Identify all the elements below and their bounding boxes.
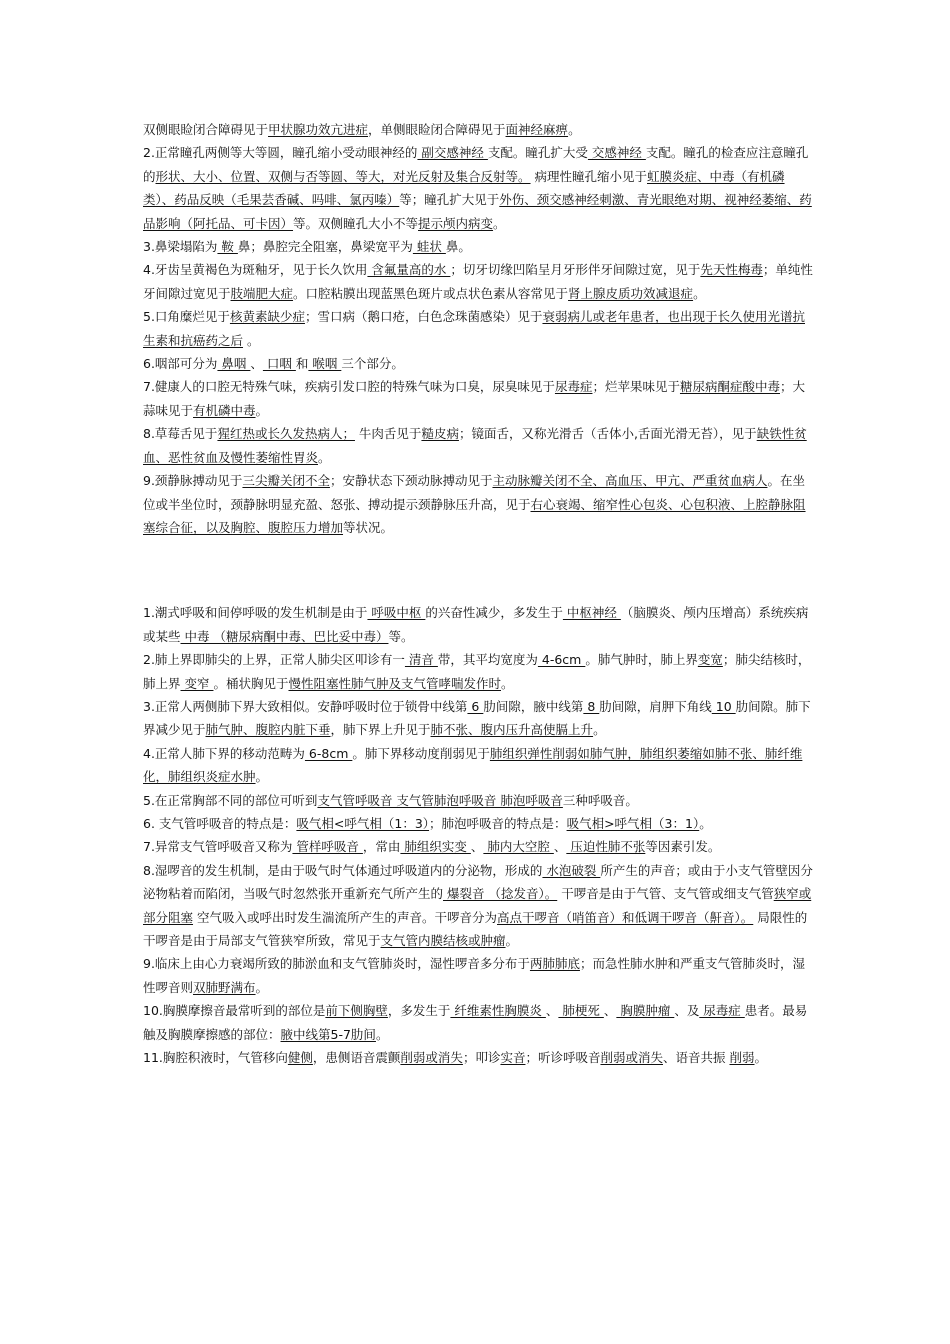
question-text: 。在坐位或半坐位时，颈静脉明显充盈、怒张、搏动提示颈静脉压升高，见于 (143, 473, 805, 512)
question-text: 等状况。 (343, 519, 394, 535)
answer-blank: 右心衰竭、缩窄性心包炎、心包积液、上腔静脉阻塞综合征，以及胸腔、腹腔压力增加 (143, 496, 806, 535)
question-text: 鼻。 (445, 239, 471, 255)
question-text: ，常由 (362, 839, 401, 855)
question-text: 。 (754, 1050, 768, 1066)
question-text: ，患侧语音震颤 (312, 1050, 401, 1066)
document-page (143, 118, 815, 1069)
answer-blank: 10 (711, 698, 736, 714)
answer-blank: 双肺野满布 (193, 979, 256, 995)
question-text: 7.异常支气管呼吸音又称为 (143, 839, 293, 855)
answer-blank: 核黄素缺少症 (229, 309, 305, 325)
answer-blank: 有机磷中毒 (193, 402, 256, 418)
question-text: 6. 支气管呼吸音的特点是： (143, 815, 297, 831)
question-text: 2.肺上界即肺尖的上界，正常人肺尖区叩诊有一 (143, 652, 405, 668)
question-text: 5.在正常胸部不同的部位可听到 (143, 792, 318, 808)
answer-blank: 支气管呼吸音 支气管肺泡呼吸音 肺泡呼吸音 (317, 792, 563, 808)
answer-blank: 8 (583, 698, 600, 714)
question-text: 。 (255, 979, 269, 995)
answer-blank: 慢性阻塞性肺气肿及支气管哮喘发作时 (288, 675, 501, 691)
question-text: ；大蒜味见于 (143, 379, 805, 418)
sec1-paragraph-9 (143, 469, 815, 539)
answer-blank: 管样呼吸音 (292, 839, 363, 855)
sec2-paragraph-1 (143, 601, 815, 648)
answer-blank: 肾上腺皮质功效减退症 (568, 285, 694, 301)
question-text: 8.湿啰音的发生机制，是由于吸气时气体通过呼吸道内的分泌物，形成的 (143, 862, 543, 878)
question-text: 3.鼻梁塌陷为 (143, 239, 218, 255)
question-text: 支配。瞳孔的检查应注意瞳孔的 (143, 145, 809, 184)
question-text: 3.正常人两侧肺下界大致相似。安静呼吸时位于锁骨中线第 (143, 698, 468, 714)
answer-blank: 变窄 (180, 675, 214, 691)
answer-blank: 前下侧胸壁 (325, 1003, 388, 1019)
answer-blank: 爆裂音 （捻发音）。 (443, 886, 558, 902)
answer-blank: 两肺肺底 (529, 956, 580, 972)
question-text: 7.健康人的口腔无特殊气味，疾病引发口腔的特殊气味为口臭，尿臭味见于 (143, 379, 555, 395)
answer-blank: 水泡破裂 (542, 862, 601, 878)
answer-blank: 肺不张、腹内压升高使膈上升 (430, 722, 594, 738)
sec2-paragraph-2 (143, 648, 815, 695)
answer-blank: 虹膜炎症、中毒（有机磷类）、药品反映（毛果芸香碱、吗啡、氯丙嗪） (143, 168, 785, 208)
answer-blank: 肺组织弹性削弱如肺气肿，肺组织萎缩如肺不张、肺纤维化，肺组织炎症水肿 (143, 745, 803, 785)
answer-blank: 糖尿病酮症酸中毒 (679, 379, 780, 395)
answer-blank: 削弱或消失 (600, 1050, 663, 1066)
sec1-paragraph-4 (143, 258, 815, 305)
answer-blank: 外伤、颈交感神经刺激、青光眼绝对期、视神经萎缩、药品影响（阿托品、可卡因） (143, 192, 812, 231)
answer-blank: 衰弱病儿或老年患者，也出现于长久使用光谱抗生素和抗癌药之后 (143, 309, 805, 348)
answer-blank: 交感神经 (587, 145, 646, 161)
answer-blank: 肺气肿、腹腔内脏下垂 (205, 722, 331, 738)
answer-blank: 缺铁性贫血、恶性贫血及慢性萎缩性胃炎 (143, 426, 807, 465)
sec1-paragraph-6 (143, 352, 815, 375)
question-text: 。 (255, 769, 269, 785)
question-text: 、 (603, 1003, 617, 1019)
question-text: 患者。最易触及胸膜摩擦感的部位： (143, 1003, 808, 1042)
answer-blank: 肺组织实变 (400, 839, 471, 855)
question-text: 。桶状胸见于 (213, 675, 289, 691)
question-text: ；单纯性牙间隙过宽见于 (143, 262, 813, 301)
question-text: 干啰音是由于气管、支气管或细支气管 (557, 886, 774, 902)
answer-blank: 胸膜肿瘤 (616, 1003, 675, 1019)
sec2-paragraph-10 (143, 999, 815, 1046)
answer-blank: 高点干啰音（哨笛音）和低调干啰音（鼾音）。 (497, 909, 754, 925)
question-text: ；雪口病（鹅口疮，白色念珠菌感染）见于 (304, 309, 543, 325)
question-text: 。 (318, 449, 331, 465)
answer-blank: 变宽 (697, 652, 723, 668)
sec1-paragraph-2 (143, 141, 815, 235)
question-text: 肋间隙，腋中线第 (483, 698, 584, 714)
question-text: 。 (255, 402, 269, 418)
sec1-paragraph-7 (143, 375, 815, 422)
answer-blank: 猩红热或长久发热病人； (217, 426, 355, 442)
question-text: 2.正常瞳孔两侧等大等圆，瞳孔缩小受动眼神经的 (143, 145, 418, 161)
answer-blank: 肢端肥大症 (230, 285, 294, 301)
answer-blank: 削弱或消失 (400, 1050, 463, 1066)
question-text: 。 (375, 1026, 389, 1042)
answer-blank: 蛙状 (412, 239, 446, 255)
question-text: 等。 (388, 628, 414, 644)
question-text: 支配。瞳孔扩大受 (487, 145, 588, 161)
question-text: 鼻；鼻腔完全阻塞，鼻梁宽平为 (237, 239, 413, 255)
question-text: 11.胸腔积液时，气管移向 (143, 1050, 288, 1066)
section-head-neck-exam (143, 118, 815, 539)
answer-blank: 中毒 （糖尿病酮中毒、巴比妥中毒） (180, 628, 389, 644)
answer-blank: 削弱 (729, 1050, 755, 1066)
question-text: 。 (593, 722, 606, 738)
question-text: ，单侧眼睑闭合障碍见于 (368, 122, 506, 137)
question-text: 肋间隙，肩胛下角线 (599, 698, 712, 714)
question-text: 等因素引发。 (645, 839, 721, 855)
answer-blank: 狭窄或部分阻塞 (143, 886, 812, 925)
answer-blank: 6 (467, 698, 484, 714)
question-text: ；叩诊 (462, 1050, 501, 1066)
question-text: 肋间隙。肺下界减少见于 (143, 698, 811, 738)
answer-blank: 尿毒症 (554, 379, 593, 395)
question-text: ；肺尖结核时，肺上界 (143, 652, 811, 691)
answer-blank: 腋中线第5-7肋间 (280, 1026, 376, 1042)
answer-blank: 糙皮病 (421, 426, 459, 442)
question-text: 。 (568, 122, 581, 137)
question-text: 、语音共振 (663, 1050, 730, 1066)
answer-blank: 清音 (404, 652, 438, 668)
question-text: 空气吸入或呼出时发生湍流所产生的声音。干啰音分为 (193, 909, 497, 925)
question-text: ；而急性肺水肿和严重支气管肺炎时，湿性啰音则 (143, 956, 805, 995)
question-text: 等；瞳孔扩大见于 (399, 192, 500, 208)
section-gap (143, 539, 815, 601)
question-text: ；听诊呼吸音 (525, 1050, 601, 1066)
sec1-paragraph-5 (143, 305, 815, 352)
sec1-paragraph-3 (143, 235, 815, 258)
question-text: 等。双侧瞳孔大小不等 (293, 215, 419, 231)
sec2-paragraph-3 (143, 695, 815, 742)
question-text: 病理性瞳孔缩小见于 (530, 168, 648, 184)
answer-blank: 甲状腺功效亢进症 (268, 122, 369, 137)
question-text: 、 (545, 1003, 559, 1019)
question-text: 10.胸膜摩擦音最常听到的部位是 (143, 1003, 326, 1019)
question-text: ；镜面舌，又称光滑舌（舌体小,舌面光滑无苔），见于 (458, 426, 757, 442)
answer-blank: 4-6cm (537, 652, 586, 668)
section-lung-exam (143, 601, 815, 1069)
answer-blank: 支气管内膜结核或肿瘤 (380, 933, 506, 948)
answer-blank: 鞍 (217, 239, 238, 255)
sec1-paragraph-8 (143, 422, 815, 469)
answer-blank: 口咽 (262, 356, 296, 372)
question-text: 和 (295, 356, 309, 372)
question-text: 4.正常人肺下界的移动范畴为 (143, 745, 305, 761)
question-text: 。 (501, 675, 514, 691)
question-text: 。肺下界移动度削弱见于 (352, 745, 490, 761)
answer-blank: 主动脉瓣关闭不全、高血压、甲亢、严重贫血病人 (492, 473, 768, 489)
answer-blank: 先天性梅毒 (700, 262, 763, 278)
question-text: 、 (553, 839, 567, 855)
answer-blank: 尿毒症 (699, 1003, 745, 1019)
question-text: 带，其平均宽度为 (437, 652, 538, 668)
answer-blank: 吸气相<呼气相（1：3） (296, 815, 430, 831)
question-text: 8.草莓舌见于 (143, 426, 218, 442)
question-text: 。 (243, 332, 260, 348)
question-text: 4.牙齿呈黄褐色为斑釉牙，见于长久饮用 (143, 262, 368, 278)
sec2-paragraph-7 (143, 835, 815, 858)
question-text: 1.潮式呼吸和间停呼吸的发生机制是由于 (143, 605, 368, 621)
question-text: （脑膜炎、颅内压增高）系统疾病或某些 (143, 605, 809, 644)
question-text: 。口腔粘膜出现蓝黑色斑片或点状色素从容常见于 (293, 285, 569, 301)
question-text: 、及 (674, 1003, 700, 1019)
question-text: 5.口角糜烂见于 (143, 309, 230, 325)
question-text: 三个部分。 (341, 356, 404, 372)
question-text: ，多发生于 (387, 1003, 451, 1019)
question-text: ；烂苹果味见于 (592, 379, 680, 395)
answer-blank: 形状、大小、位置、双侧与否等圆、等大，对光反射及集合反射等。 (155, 168, 531, 184)
answer-blank: 纤维素性胸膜炎 (450, 1003, 546, 1019)
question-text: ，肺下界上升见于 (330, 722, 431, 738)
question-text: 的兴奋性减少，多发生于 (425, 605, 563, 621)
question-text: ；肺泡呼吸音的特点是： (429, 815, 567, 831)
sec2-paragraph-5 (143, 789, 815, 812)
sec1-paragraph-1 (143, 118, 815, 141)
question-text: 双侧眼睑闭合障碍见于 (143, 122, 269, 137)
question-text: 局限性的干啰音是由于局部支气管狭窄所致，常见于 (143, 909, 808, 948)
question-text: 9.颈静脉搏动见于 (143, 473, 243, 489)
sec2-paragraph-8 (143, 859, 815, 953)
question-text: 。肺气肿时，肺上界 (585, 652, 698, 668)
question-text: 、 (470, 839, 484, 855)
sec2-paragraph-11 (143, 1046, 815, 1069)
answer-blank: 吸气相>呼气相（3：1） (566, 815, 700, 831)
answer-blank: 中枢神经 (562, 605, 621, 621)
question-text: 。 (699, 815, 712, 831)
answer-blank: 提示颅内病变 (418, 215, 494, 231)
answer-blank: 副交感神经 (417, 145, 488, 161)
answer-blank: 面神经麻痹 (505, 122, 569, 137)
answer-blank: 肺内大空腔 (483, 839, 554, 855)
answer-blank: 呼吸中枢 (367, 605, 426, 621)
question-text: 所产生的声音；或由于小支气管壁因分泌物粘着而陷闭，当吸气时忽然张开重新充气所产生的 (143, 862, 813, 902)
sec2-paragraph-9 (143, 952, 815, 999)
question-text: 、 (250, 356, 263, 372)
answer-blank: 肺梗死 (558, 1003, 604, 1019)
question-text: 。 (505, 933, 519, 948)
answer-blank: 喉咽 (308, 356, 342, 372)
answer-blank: 鼻咽 (217, 356, 251, 372)
question-text: 。 (693, 285, 706, 301)
sec2-paragraph-4 (143, 742, 815, 789)
answer-blank: 压迫性肺不张 (566, 839, 646, 855)
answer-blank: 含氟量高的水 (367, 262, 451, 278)
question-text: 牛肉舌见于 (354, 426, 422, 442)
answer-blank: 健侧 (287, 1050, 313, 1066)
question-text: ；安静状态下颈动脉搏动见于 (329, 473, 493, 489)
question-text: 三种呼吸音。 (562, 792, 638, 808)
answer-blank: 实音 (500, 1050, 526, 1066)
question-text: 。 (493, 215, 506, 231)
answer-blank: 三尖瓣关闭不全 (242, 473, 330, 489)
question-text: 6.咽部可分为 (143, 356, 218, 372)
question-text: 9.临床上由心力衰竭所致的肺淤血和支气管肺炎时，湿性啰音多分布于 (143, 956, 530, 972)
question-text: ；切牙切缘凹陷呈月牙形伴牙间隙过宽，见于 (450, 262, 701, 278)
answer-blank: 6-8cm (304, 745, 353, 761)
sec2-paragraph-6 (143, 812, 815, 835)
